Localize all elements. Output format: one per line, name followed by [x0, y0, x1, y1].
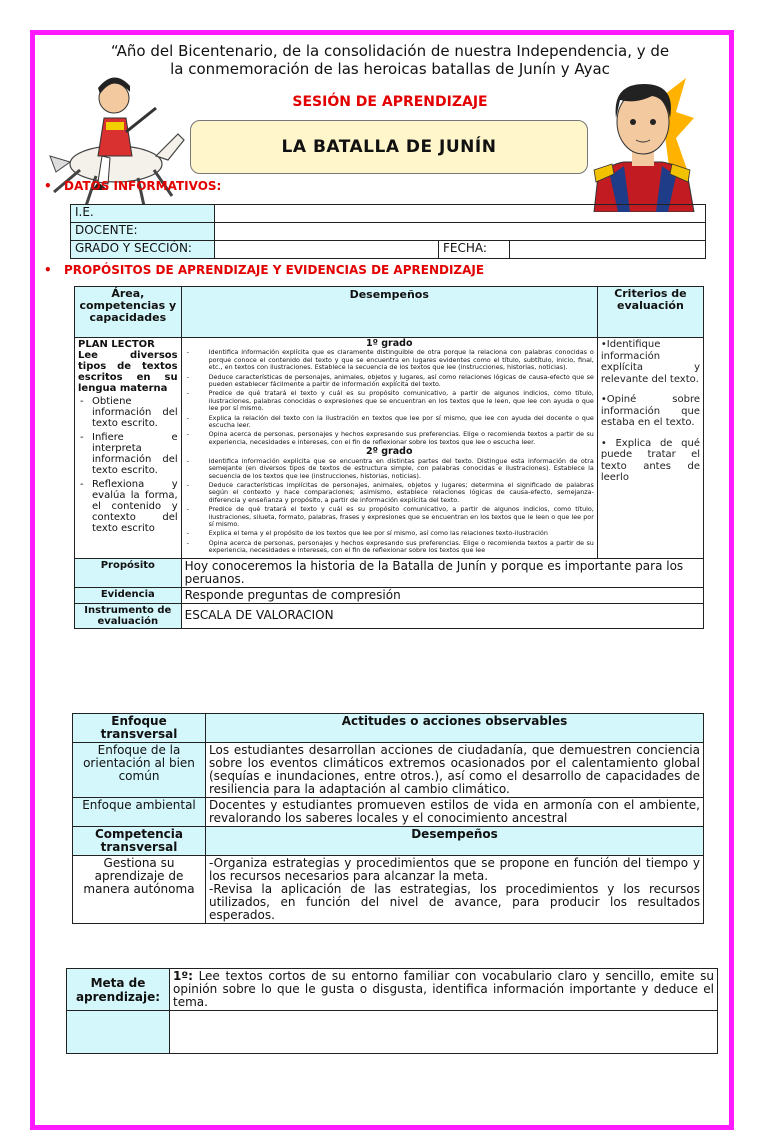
meta-table — [66, 968, 718, 1054]
competencia-desempenos — [206, 856, 704, 924]
list-item: - Predice de qué tratará el texto y cuál es su propósito comunicativo, a partir de algunos indicios, como título, ilustraciones, silueta, formato, palabras, frases y expresiones que se encuentran en los textos que le leen o que lee por sí mismo. — [185, 506, 594, 528]
grade-1-heading: 1º grado — [365, 338, 413, 349]
list-item: - Explica la relación del texto con la ilustración en textos que lee por sí mismo, que lee con ayuda del docente o que escucha leer. — [185, 415, 594, 430]
enfoque-text: Docentes y estudiantes promueven estilos de vida en armonía con el ambiente, revalorando los saberes locales y el conocimiento ancestral — [206, 798, 704, 827]
datos-heading-text: DATOS INFORMATIVOS: — [64, 179, 222, 193]
instrumento-label: Instrumento de evaluación — [75, 603, 182, 628]
docente-label: DOCENTE: — [71, 223, 215, 241]
col-desempenos-transversal: Desempeños — [206, 827, 704, 856]
list-item: - Identifica información explícita que es claramente distinguible de otra porque la relaciona con palabras conocidas o porque conoce el contenido del texto y que se encuentra en lugares evidentes como el título, subtítulo, inicio, final, etc., en textos con ilustraciones. Establece la secuencia de los textos que lee (instrucciones, historias, noticias). — [185, 349, 594, 371]
fecha-label: FECHA: — [439, 241, 510, 259]
area-title: PLAN LECTOR — [78, 339, 155, 350]
grade-2-heading: 2º grado — [365, 446, 413, 458]
motto-line-2: la conmemoración de las heroicas batallas de Junín y Ayac — [170, 60, 610, 78]
session-title — [190, 120, 588, 174]
list-item: - Deduce características implícitas de personajes, animales, objetos y lugares; determina el significado de palabras según el contexto y hace comparaciones; asimismo, establece relaciones lógicas de causa-efecto, semejanza-diferencia y enseñanza y propósito, a partir de información explícita del texto. — [185, 482, 594, 504]
evidencia-text: Responde preguntas de compresión — [181, 587, 703, 603]
enfoque-name: Enfoque ambiental — [73, 798, 206, 827]
docente-value — [215, 223, 706, 241]
area-cell — [75, 338, 182, 559]
enfoque-name: Enfoque de la orientación al bien común — [73, 743, 206, 798]
instrumento-text: ESCALA DE VALORACION — [181, 603, 703, 628]
criterio-item: • Explica de qué puede tratar el texto antes de leerlo — [600, 437, 700, 483]
meta-label: Meta de aprendizaje: — [67, 969, 170, 1011]
bullet-icon: • — [44, 263, 52, 277]
list-item: - Identifica información explícita que se encuentra en distintas partes del texto. Distingue esta información de otra semejante (en diversos tipos de textos de estructura simple, con palabras conocidas e ilustraciones). Establece la secuencia de los textos que lee (instrucciones, historias, noticias). — [185, 458, 594, 480]
title-text: LA BATALLA DE JUNÍN — [281, 137, 497, 157]
enfoques-table — [72, 713, 704, 924]
ie-value — [215, 205, 706, 223]
proposito-text: Hoy conoceremos la historia de la Batalla de Junín y porque es importante para los peruanos. — [181, 558, 703, 587]
fecha-value — [510, 241, 706, 259]
datos-heading — [44, 179, 221, 193]
propositos-table — [74, 286, 704, 629]
propositos-heading-text: PROPÓSITOS DE APRENDIZAJE Y EVIDENCIAS DE APRENDIZAJE — [64, 263, 485, 277]
bullet-icon: • — [44, 179, 52, 193]
enfoque-text: Los estudiantes desarrollan acciones de ciudadanía, que demuestren conciencia sobre los eventos climáticos extremos ocasionados por el calentamiento global (sequías e inundaciones, entre otros.), así como el desarrollo de capacidades de resiliencia para la adaptación al cambio climático. — [206, 743, 704, 798]
grade-1-list — [185, 349, 594, 446]
list-item: - Predice de qué tratará el texto y cuál es su propósito comunicativo, a partir de algunos indicios, como título, ilustraciones, palabras conocidas o expresiones que se encuentran en los textos que le leen, que lee con ayuda o que lee por sí mismo. — [185, 390, 594, 412]
meta-text — [170, 969, 718, 1011]
desempeno-item: -Revisa la aplicación de las estrategias, los procedimientos y los recursos utilizados, en función del nivel de avance, para producir los resultados esperados. — [209, 882, 700, 922]
col-competencia: Competencia transversal — [73, 827, 206, 856]
criterio-item: •Identifique información explícita y relevante del texto. — [600, 339, 700, 385]
list-item: - Deduce características de personajes, animales, objetos y lugares, así como relaciones lógicas de causa-efecto que se pueden establecer fácilmente a partir de información explícita del texto. — [185, 374, 594, 389]
list-item: - Reflexiona y evalúa la forma, el contenido y contexto del texto escrito — [78, 479, 178, 534]
col-enfoque: Enfoque transversal — [73, 714, 206, 743]
col-area: Área, competencias y capacidades — [75, 287, 182, 338]
evidencia-label: Evidencia — [75, 587, 182, 603]
grade-2-list — [185, 458, 594, 555]
list-item: - Explica el tema y el propósito de los textos que lee por sí mismo, así como las relaciones texto-ilustración — [185, 530, 594, 537]
list-item: - Infiere e interpreta información del texto escrito. — [78, 432, 178, 476]
motto-line-1: “Año del Bicentenario, de la consolidación de nuestra Independencia, y de — [110, 42, 670, 60]
criterio-item: •Opiné sobre información que estaba en el texto. — [600, 394, 700, 428]
grado-value — [215, 241, 439, 259]
session-label: SESIÓN DE APRENDIZAJE — [292, 94, 488, 110]
criterios-cell — [597, 338, 703, 559]
col-desempenos: Desempeños — [181, 287, 597, 338]
propositos-heading — [44, 263, 484, 277]
proposito-label: Propósito — [75, 558, 182, 587]
grado-label: GRADO Y SECCIÓN: — [71, 241, 215, 259]
ie-label: I.E. — [71, 205, 215, 223]
desempeno-item: -Organiza estrategias y procedimientos que se propone en función del tiempo y los recursos necesarios para alcanzar la meta. — [209, 856, 700, 883]
motto — [60, 42, 720, 78]
list-item: - Obtiene información del texto escrito. — [78, 396, 178, 429]
bolivar-portrait-illustration — [590, 78, 696, 212]
desempenos-cell — [181, 338, 597, 559]
col-actitudes: Actitudes o acciones observables — [206, 714, 704, 743]
capacidades-list — [78, 396, 178, 534]
area-competencia: Lee diversos tipos de textos escritos en su lengua materna — [78, 350, 178, 394]
meta-grade-tag: 1º: — [173, 969, 193, 983]
datos-table — [70, 204, 706, 259]
list-item: - Opina acerca de personas, personajes y hechos expresando sus preferencias. Elige o recomienda textos a partir de su experiencia, necesidades e intereses, con el fin de reflexionar sobre los textos que lee — [185, 540, 594, 555]
competencia-name: Gestiona su aprendizaje de manera autónoma — [73, 856, 206, 924]
col-criterios: Criterios de evaluación — [597, 287, 703, 338]
meta-text-continued — [170, 1011, 718, 1054]
meta-label-continued — [67, 1011, 170, 1054]
list-item: - Opina acerca de personas, personajes y hechos expresando sus preferencias. Elige o recomienda textos a partir de su experiencia, necesidades e intereses, con el fin de reflexionar sobre los textos que lee o escucha leer. — [185, 431, 594, 446]
meta-body: Lee textos cortos de su entorno familiar con vocabulario claro y sencillo, emite su opinión sobre lo que le gusta o disgusta, identifica información importante y deduce el tema. — [173, 969, 714, 1009]
